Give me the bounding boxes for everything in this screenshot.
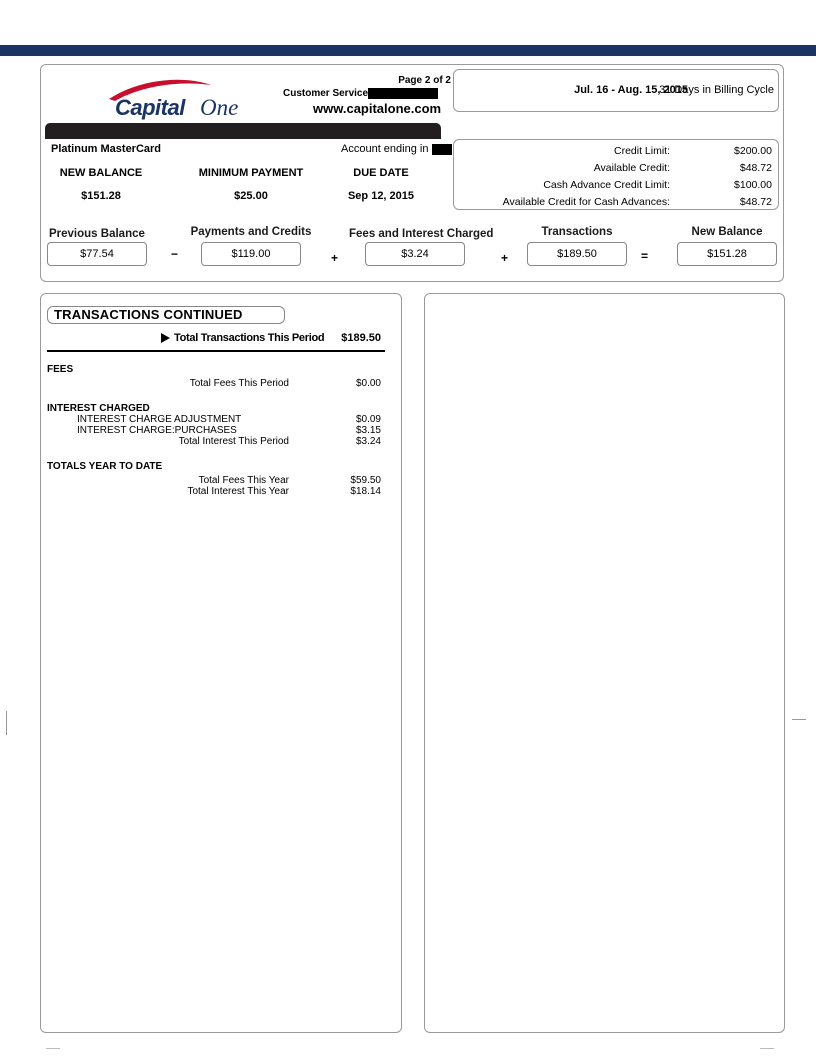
available-credit-label: Available Credit: <box>593 162 670 174</box>
billing-period: Jul. 16 - Aug. 15, 2015 <box>574 84 688 96</box>
payments-credits-value: $119.00 <box>201 242 301 266</box>
plus-sign-1: + <box>331 251 339 265</box>
billing-period-box <box>453 69 779 112</box>
due-date-value: Sep 12, 2015 <box>347 190 415 202</box>
right-margin-mark <box>792 719 806 720</box>
blank-panel <box>424 293 785 1033</box>
interest-item-amount: $3.15 <box>355 425 381 436</box>
cash-advance-limit-label: Cash Advance Credit Limit: <box>543 179 670 191</box>
ytd-interest-label: Total Interest This Year <box>187 486 289 497</box>
total-interest-label: Total Interest This Period <box>178 436 289 447</box>
credit-limits-box <box>453 139 779 210</box>
available-cash-advance-amount: $48.72 <box>739 196 772 208</box>
transactions-value: $189.50 <box>527 242 627 266</box>
interest-item-amount: $0.09 <box>355 414 381 425</box>
left-margin-mark <box>6 711 7 735</box>
section-title: TRANSACTIONS CONTINUED <box>47 306 285 324</box>
new-balance-value: $151.28 <box>81 190 121 202</box>
redacted-account-number <box>432 144 452 155</box>
customer-service-label: Customer Service <box>283 88 369 100</box>
total-divider <box>47 350 385 352</box>
summary-new-balance-value: $151.28 <box>677 242 777 266</box>
total-fees-amount: $0.00 <box>355 378 381 389</box>
available-credit-amount: $48.72 <box>739 162 772 174</box>
fees-interest-label: Fees and Interest Charged <box>349 228 494 240</box>
transactions-label: Transactions <box>541 226 613 238</box>
available-cash-advance-label: Available Credit for Cash Advances: <box>502 196 670 208</box>
ytd-fees-label: Total Fees This Year <box>198 475 289 486</box>
plus-sign-2: + <box>501 251 509 265</box>
account-ending-label: Account ending in <box>341 143 429 155</box>
total-fees-label: Total Fees This Period <box>189 378 289 389</box>
minus-sign: − <box>171 247 179 261</box>
interest-heading: INTEREST CHARGED <box>47 403 150 414</box>
interest-item-label: INTEREST CHARGE:PURCHASES <box>77 425 237 436</box>
total-transactions-amount: $189.50 <box>341 332 381 344</box>
website-link[interactable]: www.capitalone.com <box>313 101 442 116</box>
logo-text-capital: Capital <box>115 95 185 120</box>
ytd-heading: TOTALS YEAR TO DATE <box>47 461 163 472</box>
account-header-bar <box>45 123 441 139</box>
play-arrow-icon <box>161 333 170 343</box>
bottom-left-mark <box>46 1048 60 1049</box>
fees-heading: FEES <box>47 364 74 375</box>
interest-item-label: INTEREST CHARGE ADJUSTMENT <box>77 414 242 425</box>
logo-text-one: One <box>200 95 239 120</box>
statement-summary-panel <box>40 64 784 282</box>
billing-cycle-days: 31 Days in Billing Cycle <box>659 84 774 96</box>
customer-service <box>283 88 438 99</box>
account-ending <box>341 143 452 155</box>
due-date-label: DUE DATE <box>353 167 409 179</box>
ytd-interest-amount: $18.14 <box>350 486 381 497</box>
credit-limit-amount: $200.00 <box>734 145 772 157</box>
page-indicator: Page 2 of 2 <box>398 75 451 86</box>
summary-new-balance-label: New Balance <box>691 226 763 238</box>
card-name: Platinum MasterCard <box>51 143 162 155</box>
fees-interest-value: $3.24 <box>365 242 465 266</box>
redacted-phone <box>368 88 438 99</box>
total-transactions-label: Total Transactions This Period <box>174 332 325 344</box>
equals-sign: = <box>641 249 649 263</box>
ytd-fees-amount: $59.50 <box>350 475 381 486</box>
previous-balance-value: $77.54 <box>47 242 147 266</box>
previous-balance-label: Previous Balance <box>49 228 145 240</box>
bottom-right-mark <box>760 1048 774 1049</box>
minimum-payment-value: $25.00 <box>234 190 268 202</box>
credit-limit-label: Credit Limit: <box>613 145 670 157</box>
top-banner <box>0 45 816 56</box>
capital-one-logo <box>69 75 259 120</box>
new-balance-label: NEW BALANCE <box>59 167 143 179</box>
minimum-payment-label: MINIMUM PAYMENT <box>198 167 304 179</box>
transactions-panel <box>40 293 402 1033</box>
payments-credits-label: Payments and Credits <box>190 226 312 238</box>
cash-advance-limit-amount: $100.00 <box>734 179 772 191</box>
total-interest-amount: $3.24 <box>355 436 381 447</box>
